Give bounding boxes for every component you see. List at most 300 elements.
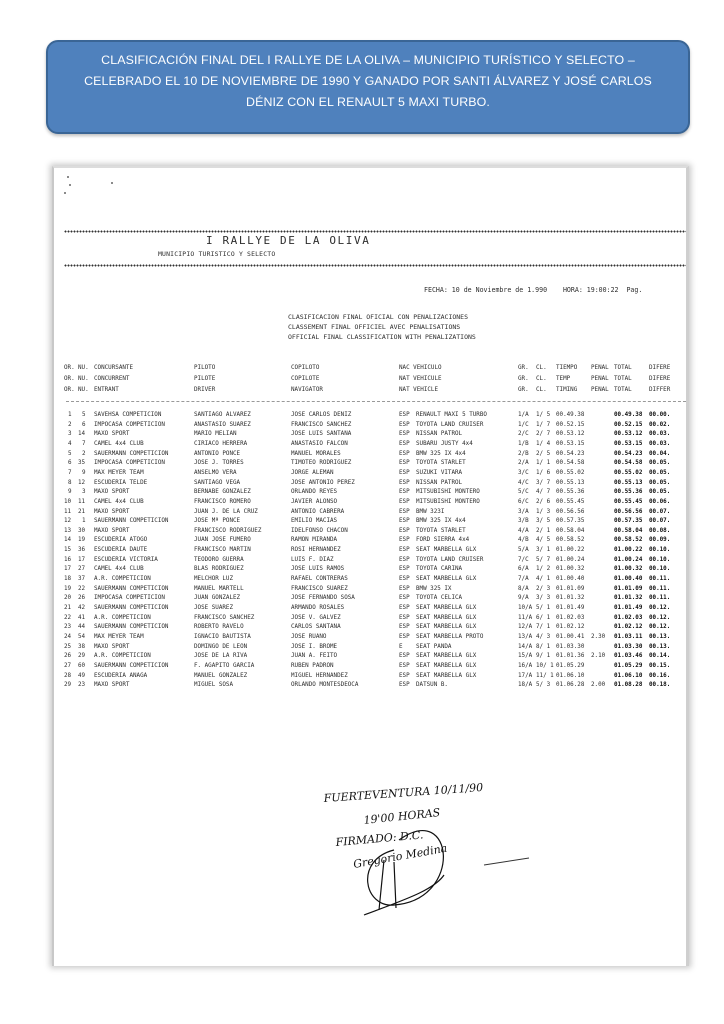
cell-diff: 00.05. (649, 469, 671, 476)
cell-entrant: ESCUDERIA DAUTE (94, 547, 148, 554)
cell-nat: ESP (399, 498, 410, 505)
header-driver: PILOTO (194, 365, 216, 371)
cell-time: 01.06.28 (556, 682, 585, 689)
cell-entrant: MAX MEYER TEAM (94, 469, 144, 476)
cell-vehicle: TOYOTA LAND CRUISER (416, 421, 484, 428)
cell-time: 01.00.22 (556, 547, 585, 554)
cell-pos: 14 (64, 537, 72, 544)
cell-driver: JOSE SUAREZ (194, 605, 234, 611)
cell-gr: 15/A (518, 653, 533, 660)
header-num: NU. (78, 387, 89, 393)
cell-pos: 10 (64, 498, 72, 505)
cell-nat: ESP (399, 460, 410, 467)
cell-num: 11 (78, 498, 86, 505)
cell-nat: ESP (399, 662, 410, 669)
cell-nat: ESP (399, 605, 410, 611)
cell-driver: SANTIAGO VEGA (194, 479, 241, 486)
cell-vehicle: DATSUN B. (416, 682, 448, 689)
cell-driver: MELCHOR LUZ (194, 576, 234, 583)
cell-pos: 2 (68, 421, 72, 428)
cell-driver: SANTIAGO ALVAREZ (194, 412, 251, 418)
cell-pos: 9 (68, 489, 72, 496)
cell-navigator: JOSE RUANO (291, 633, 327, 640)
scanned-results-sheet (52, 166, 689, 966)
cell-total: 01.00.32 (614, 566, 643, 573)
cell-nat: ESP (399, 431, 410, 438)
cell-gr: 12/A (518, 624, 533, 631)
cell-num: 6 (82, 421, 86, 428)
cell-nat: ESP (399, 556, 410, 563)
cell-vehicle: TOYOTA STARLET (416, 527, 466, 534)
cell-driver: DOMINGO DE LEON (194, 643, 248, 650)
cell-total: 00.55.13 (614, 479, 643, 486)
cell-pos: 6 (68, 460, 72, 467)
cell-cl: 3/ 7 (536, 479, 551, 486)
cell-pos: 12 (64, 518, 72, 525)
cell-time: 01.01.09 (556, 585, 585, 592)
cell-gr: 11/A (518, 614, 533, 621)
cell-vehicle: SEAT MARBELLA PROTO (416, 633, 484, 640)
cell-vehicle: SEAT MARBELLA GLX (416, 605, 477, 611)
cell-gr: 9/A (518, 595, 529, 602)
cell-gr: 4/C (518, 479, 529, 486)
cell-entrant: CAMEL 4x4 CLUB (94, 498, 144, 505)
cell-driver: MARIO MELIAN (194, 431, 237, 438)
cell-num: 49 (78, 672, 86, 679)
cell-diff: 00.05. (649, 479, 671, 486)
cell-cl: 1/ 3 (536, 508, 551, 515)
cell-entrant: SAUERMANN COMPETICION (94, 624, 169, 631)
cell-total: 01.00.22 (614, 547, 643, 554)
cell-gr: 3/C (518, 469, 529, 476)
event-subtitle: MUNICIPIO TURISTICO Y SELECTO (158, 250, 276, 258)
cell-navigator: ANTONIO CABRERA (291, 508, 345, 515)
cell-num: 5 (82, 412, 86, 418)
cell-driver: FRANCISCO RODRIGUEZ (194, 527, 262, 534)
asterisk-divider-top (64, 230, 689, 233)
cell-pos: 15 (64, 547, 72, 554)
cell-nat: ESP (399, 547, 410, 554)
cell-vehicle: BMW 325 IX 4x4 (416, 518, 466, 525)
cell-total: 00.55.36 (614, 489, 643, 496)
cell-gr: 1/B (518, 440, 529, 447)
classification-title-en: OFFICIAL FINAL CLASSIFICATION WITH PENALIZATIONS (288, 333, 476, 341)
cell-cl: 1/ 1 (536, 460, 551, 467)
cell-diff: 00.10. (649, 556, 671, 563)
cell-nat: ESP (399, 527, 410, 534)
cell-driver: MANUEL GONZALEZ (194, 672, 248, 679)
signature-place-date: FUERTEVENTURA 10/11/90 (323, 780, 484, 805)
cell-cl: 11/ 1 (536, 672, 554, 679)
header-navigator: COPILOTE (291, 376, 320, 382)
cell-diff: 00.13. (649, 643, 671, 650)
cell-navigator: JOSE V. GALVEZ (291, 614, 341, 621)
cell-num: 12 (78, 479, 86, 486)
cell-driver: CIRIACO HERRERA (194, 440, 248, 447)
cell-cl: 3/ 3 (536, 595, 551, 602)
cell-pos: 19 (64, 585, 72, 592)
cell-entrant: SAUERMANN COMPETICION (94, 518, 169, 525)
cell-navigator: RAFAEL CONTRERAS (291, 576, 348, 583)
cell-num: 54 (78, 633, 86, 640)
cell-total: 01.00.40 (614, 576, 643, 583)
banner-line-3: DÉNIZ CON EL RENAULT 5 MAXI TURBO. (246, 95, 490, 109)
cell-entrant: MAXO SPORT (94, 431, 130, 438)
signature-time: 19'00 HORAS (362, 806, 441, 827)
cell-nat: ESP (399, 450, 410, 457)
cell-pos: 22 (64, 614, 72, 621)
cell-entrant: SAUERMANN COMPETICION (94, 605, 169, 611)
cell-vehicle: BMW 325 IX (416, 585, 452, 592)
cell-driver: FRANCISCO SANCHEZ (194, 614, 255, 621)
cell-vehicle: TOYOTA CARINA (416, 566, 463, 573)
cell-num: 1 (82, 518, 86, 525)
cell-cl: 8/ 1 (536, 643, 551, 650)
header-gr: GR. (518, 376, 529, 382)
cell-pos: 20 (64, 595, 72, 602)
header-entrant: ENTRANT (94, 387, 119, 393)
classification-title-es: CLASIFICACION FINAL OFICIAL CON PENALIZACIONES (288, 313, 469, 321)
cell-driver: TEODORO GUERRA (194, 556, 244, 563)
cell-gr: 7/C (518, 556, 529, 563)
cell-vehicle: NISSAN PATROL (416, 431, 463, 438)
cell-diff: 00.10. (649, 547, 671, 554)
cell-vehicle: SEAT MARBELLA GLX (416, 576, 477, 583)
cell-gr: 3/A (518, 508, 529, 515)
cell-entrant: A.R. COMPETICION (94, 576, 151, 583)
cell-driver: FRANCISCO ROMERO (194, 498, 251, 505)
cell-num: 17 (78, 556, 86, 563)
header-driver: PILOTE (194, 376, 216, 382)
cell-nat: ESP (399, 624, 410, 631)
cell-pos: 16 (64, 556, 72, 563)
cell-pos: 23 (64, 624, 72, 631)
cell-diff: 00.11. (649, 595, 671, 602)
cell-pos: 3 (68, 431, 72, 438)
cell-navigator: EMILIO MACIAS (291, 518, 338, 525)
cell-num: 9 (82, 469, 86, 476)
cell-time: 00.54.23 (556, 450, 585, 457)
cell-total: 01.01.49 (614, 605, 643, 611)
cell-cl: 2/ 1 (536, 527, 551, 534)
cell-diff: 00.06. (649, 498, 671, 505)
cell-num: 42 (78, 605, 86, 611)
classification-title-fr: CLASSEMENT FINAL OFFICIEL AVEC PENALISATIONS (288, 323, 461, 331)
cell-diff: 00.11. (649, 576, 671, 583)
cell-diff: 00.18. (649, 682, 671, 689)
cell-total: 00.53.12 (614, 431, 643, 438)
header-total: TOTAL (614, 376, 632, 382)
cell-diff: 00.12. (649, 624, 671, 631)
cell-driver: JUAN J. DE LA CRUZ (194, 508, 258, 515)
classification-titles (288, 312, 476, 342)
cell-nat: E (399, 643, 403, 650)
cell-pos: 5 (68, 450, 72, 457)
asterisk-divider-bottom (64, 264, 689, 267)
cell-total: 00.49.38 (614, 412, 643, 418)
cell-entrant: SAUERMANN COMPETICION (94, 585, 169, 592)
cell-diff: 00.04. (649, 450, 671, 457)
cell-nat: ESP (399, 508, 410, 515)
cell-cl: 6/ 1 (536, 614, 551, 621)
cell-navigator: JOSE LUIS RAMOS (291, 566, 345, 573)
cell-diff: 00.02. (649, 421, 671, 428)
cell-navigator: ORLANDO MONTESDEOCA (291, 682, 359, 689)
cell-gr: 7/A (518, 576, 529, 583)
cell-driver: ANSELMO VERA (194, 469, 237, 476)
cell-diff: 00.15. (649, 662, 671, 669)
cell-total: 00.55.02 (614, 469, 643, 476)
cell-navigator: ORLANDO REYES (291, 489, 338, 496)
header-penal: PENAL (591, 387, 609, 393)
cell-time: 00.53.12 (556, 431, 585, 438)
cell-entrant: MAXO SPORT (94, 527, 130, 534)
cell-diff: 00.07. (649, 518, 671, 525)
cell-vehicle: MITSUBISHI MONTERO (416, 489, 480, 496)
cell-nat: ESP (399, 566, 410, 573)
cell-total: 00.58.04 (614, 527, 643, 534)
cell-cl: 10/ 1 (536, 662, 554, 669)
cell-nat: ESP (399, 537, 410, 544)
cell-num: 19 (78, 537, 86, 544)
cell-navigator: TIMOTEO RODRIGUEZ (291, 460, 352, 467)
header-cl: CL. (536, 365, 547, 371)
cell-num: 36 (78, 547, 86, 554)
cell-gr: 1/A (518, 412, 529, 418)
cell-navigator: JUAN A. FEITO (291, 653, 338, 660)
header-time: TIEMPO (556, 365, 578, 371)
cell-num: 7 (82, 440, 86, 447)
header-diff: DIFERE (649, 365, 671, 371)
cell-vehicle: BMW 323I (416, 508, 445, 515)
cell-navigator: ANASTASIO FALCON (291, 440, 348, 447)
cell-gr: 8/A (518, 585, 529, 592)
cell-navigator: MANUEL MORALES (291, 450, 341, 457)
cell-total: 00.57.35 (614, 518, 643, 525)
cell-diff: 00.16. (649, 672, 671, 679)
cell-cl: 2/ 3 (536, 585, 551, 592)
cell-driver: JUAN GONZALEZ (194, 595, 241, 602)
header-num: NU. (78, 376, 89, 382)
cell-vehicle: MITSUBISHI MONTERO (416, 498, 480, 505)
cell-vehicle: SUZUKI VITARA (416, 469, 463, 476)
header-nat-vehicle: NAC VEHICULO (399, 365, 442, 371)
header-gr: GR. (518, 387, 529, 393)
cell-navigator: JOSE I. BROME (291, 643, 338, 650)
cell-nat: ESP (399, 653, 410, 660)
cell-entrant: SAUERMANN COMPETICION (94, 450, 169, 457)
cell-diff: 00.00. (649, 412, 671, 418)
cell-nat: ESP (399, 614, 410, 621)
cell-nat: ESP (399, 682, 410, 689)
cell-entrant: MAX MEYER TEAM (94, 633, 144, 640)
cell-pos: 18 (64, 576, 72, 583)
cell-vehicle: BMW 325 IX 4x4 (416, 450, 466, 457)
cell-gr: 2/C (518, 431, 529, 438)
cell-time: 00.55.36 (556, 489, 585, 496)
cell-gr: 5/C (518, 489, 529, 496)
header-gr: GR. (518, 365, 529, 371)
header-total: TOTAL (614, 387, 632, 393)
cell-nat: ESP (399, 576, 410, 583)
cell-entrant: IMPOCASA COMPETICION (94, 460, 165, 467)
cell-time: 01.00.24 (556, 556, 585, 563)
cell-cl: 2/ 5 (536, 450, 551, 457)
cell-entrant: MAXO SPORT (94, 682, 130, 689)
cell-time: 01.06.10 (556, 672, 585, 679)
cell-total: 01.01.09 (614, 585, 643, 592)
cell-diff: 00.05. (649, 460, 671, 467)
header-diff: DIFERE (649, 376, 671, 382)
cell-driver: ANTONIO PONCE (194, 450, 241, 457)
cell-navigator: CARLOS SANTANA (291, 624, 341, 631)
cell-num: 23 (78, 682, 86, 689)
cell-time: 00.58.04 (556, 527, 585, 534)
cell-cl: 4/ 7 (536, 489, 551, 496)
cell-num: 21 (78, 508, 86, 515)
cell-num: 37 (78, 576, 86, 583)
cell-cl: 4/ 1 (536, 576, 551, 583)
cell-vehicle: SEAT MARBELLA GLX (416, 547, 477, 554)
cell-num: 44 (78, 624, 86, 631)
cell-nat: ESP (399, 469, 410, 476)
cell-vehicle: SEAT MARBELLA GLX (416, 624, 477, 631)
cell-entrant: ESCUDERIA TELDE (94, 479, 148, 486)
header-pos: OR. (64, 365, 75, 371)
cell-gr: 6/A (518, 566, 529, 573)
cell-cl: 2/ 6 (536, 498, 551, 505)
cell-num: 27 (78, 566, 86, 573)
cell-cl: 2/ 7 (536, 431, 551, 438)
cell-driver: IGNACIO BAUTISTA (194, 633, 251, 640)
cell-driver: BLAS RODRIGUEZ (194, 566, 244, 573)
cell-nat: ESP (399, 479, 410, 486)
cell-cl: 5/ 1 (536, 605, 551, 611)
cell-gr: 6/C (518, 498, 529, 505)
cell-entrant: ESCUDERIA ATOGO (94, 537, 148, 544)
cell-entrant: MAXO SPORT (94, 489, 130, 496)
cell-num: 35 (78, 460, 86, 467)
cell-navigator: LUIS F. DIAZ (291, 556, 334, 563)
cell-entrant: MAXO SPORT (94, 643, 130, 650)
banner-line-2: CELEBRADO EL 10 DE NOVIEMBRE DE 1990 Y GANADO POR SANTI ÁLVAREZ Y JOSÉ CARLOS (84, 74, 652, 88)
cell-driver: BERNABE GONZALEZ (194, 489, 251, 496)
cell-gr: 2/A (518, 460, 529, 467)
cell-diff: 00.14. (649, 653, 671, 660)
cell-pos: 29 (64, 682, 72, 689)
cell-num: 60 (78, 662, 86, 669)
cell-navigator: MIGUEL HERNANDEZ (291, 672, 348, 679)
cell-penal: 2.30 (591, 633, 606, 640)
cell-vehicle: SEAT PANDA (416, 643, 452, 650)
cell-total: 01.00.24 (614, 556, 643, 563)
header-total: TOTAL (614, 365, 632, 371)
cell-gr: 10/A (518, 605, 533, 611)
cell-time: 01.02.12 (556, 624, 585, 631)
cell-entrant: SAVEHSA COMPETICION (94, 412, 162, 418)
cell-navigator: RUBEN PADRON (291, 662, 334, 669)
cell-num: 30 (78, 527, 86, 534)
signature-dash (484, 858, 529, 865)
cell-total: 01.03.11 (614, 633, 643, 640)
cell-time: 01.01.49 (556, 605, 585, 611)
header-nat-vehicle: NAT VEHICULE (399, 376, 442, 382)
cell-pos: 28 (64, 672, 72, 679)
cell-cl: 3/ 1 (536, 547, 551, 554)
cell-nat: ESP (399, 672, 410, 679)
cell-total: 01.06.10 (614, 672, 643, 679)
cell-time: 00.55.02 (556, 469, 585, 476)
cell-total: 00.54.58 (614, 460, 643, 467)
cell-num: 41 (78, 614, 86, 621)
header-time: TIMING (556, 387, 578, 393)
cell-vehicle: SEAT MARBELLA GLX (416, 653, 477, 660)
cell-pos: 11 (64, 508, 72, 515)
cell-nat: ESP (399, 633, 410, 640)
cell-time: 01.01.36 (556, 653, 585, 660)
cell-num: 26 (78, 595, 86, 602)
cell-gr: 2/B (518, 450, 529, 457)
cell-num: 3 (82, 489, 86, 496)
cell-time: 01.05.29 (556, 662, 585, 669)
cell-total: 00.58.52 (614, 537, 643, 544)
date-time-line: FECHA: 10 de Noviembre de 1.990 HORA: 19:00:22 Pag. (424, 286, 643, 294)
banner-line-1: CLASIFICACIÓN FINAL DEL I RALLYE DE LA OLIVA – MUNICIPIO TURÍSTICO Y SELECTO – (101, 53, 635, 67)
cell-driver: MANUEL MARTELL (194, 585, 244, 592)
cell-gr: 4/A (518, 527, 529, 534)
cell-navigator: JOSE CARLOS DENIZ (291, 412, 352, 418)
cell-time: 01.01.32 (556, 595, 585, 602)
cell-cl: 3/ 5 (536, 518, 551, 525)
cell-driver: ROBERTO RAVELO (194, 624, 244, 631)
cell-total: 00.52.15 (614, 421, 643, 428)
cell-time: 00.52.15 (556, 421, 585, 428)
cell-driver: JOSE Mª PONCE (194, 518, 241, 525)
header-pos: OR. (64, 387, 75, 393)
cell-diff: 00.08. (649, 527, 671, 534)
cell-gr: 1/C (518, 421, 529, 428)
header-penal: PENAL (591, 365, 609, 371)
cell-navigator: JOSE FERNANDO SOSA (291, 595, 355, 602)
cell-time: 00.55.13 (556, 479, 585, 486)
cell-pos: 4 (68, 440, 72, 447)
cell-total: 01.01.32 (614, 595, 643, 602)
cell-gr: 13/A (518, 633, 533, 640)
cell-num: 2 (82, 450, 86, 457)
cell-vehicle: TOYOTA LAND CRUISER (416, 556, 484, 563)
cell-gr: 3/B (518, 518, 529, 525)
cell-nat: ESP (399, 585, 410, 592)
header-entrant: CONCURRENT (94, 376, 130, 382)
header-num: NU. (78, 365, 89, 371)
header-driver: DRIVER (194, 387, 216, 393)
cell-cl: 5/ 7 (536, 556, 551, 563)
cell-pos: 13 (64, 527, 72, 534)
cell-pos: 26 (64, 653, 72, 660)
header-entrant: CONCURSANTE (94, 365, 134, 371)
cell-vehicle: TOYOTA CELICA (416, 595, 463, 602)
cell-vehicle: RENAULT MAXI 5 TURBO (416, 412, 487, 418)
cell-total: 01.02.03 (614, 614, 643, 621)
cell-nat: ESP (399, 421, 410, 428)
cell-entrant: A.R. COMPETICION (94, 614, 151, 621)
cell-entrant: MAXO SPORT (94, 508, 130, 515)
cell-num: 14 (78, 431, 86, 438)
cell-time: 00.49.38 (556, 412, 585, 418)
event-title: I RALLYE DE LA OLIVA (206, 234, 371, 247)
cell-gr: 17/A (518, 672, 533, 679)
cell-total: 01.05.29 (614, 662, 643, 669)
